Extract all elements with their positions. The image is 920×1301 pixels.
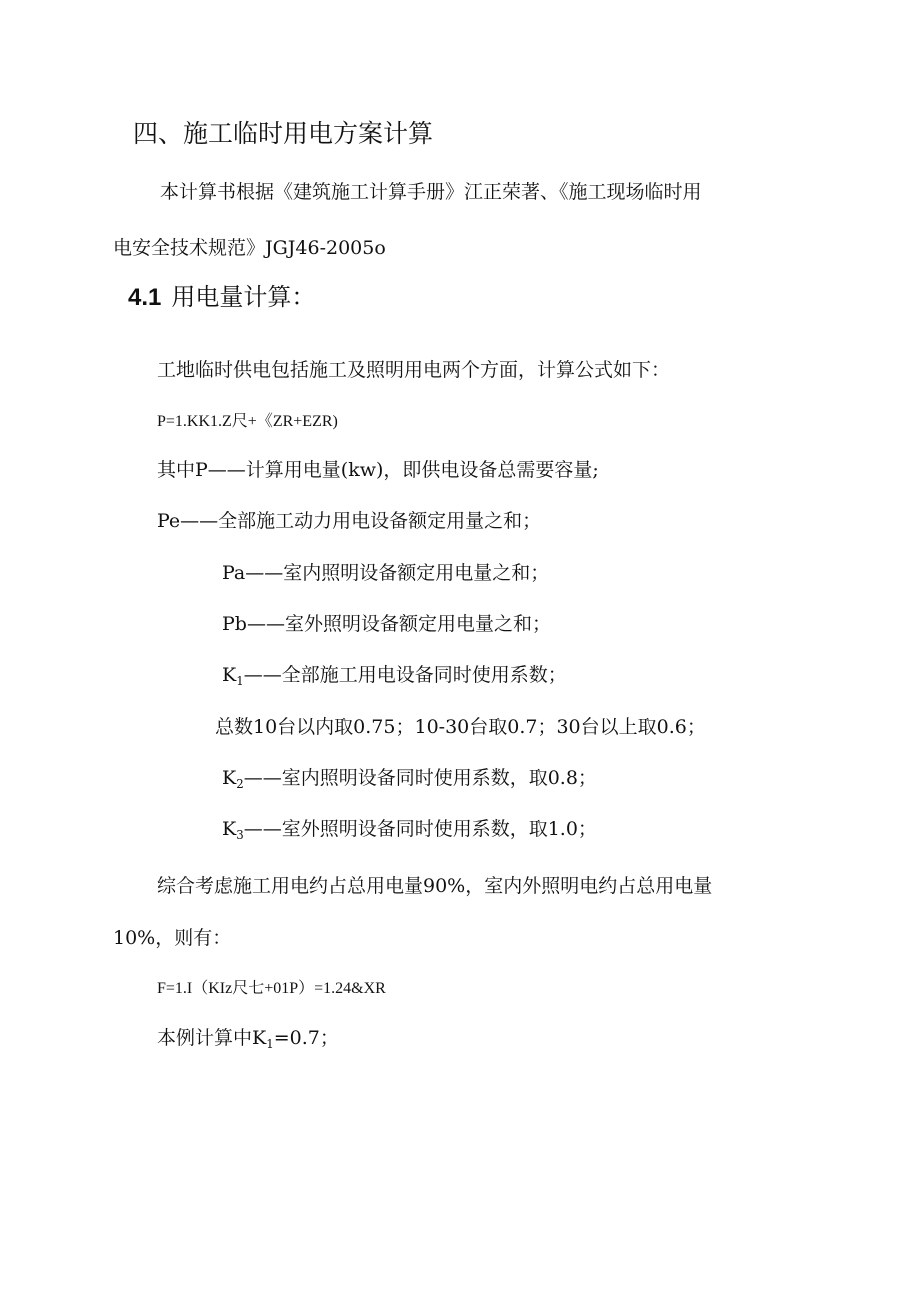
k2-subscript: 2: [236, 777, 244, 792]
formula-power: P=1.KK1.Z尺+《ZR+EZR): [157, 413, 338, 430]
definition-pb: Pb——室外照明设备额定用电量之和；: [222, 613, 551, 635]
definition-k3: [222, 818, 597, 843]
k3-subscript: 3: [236, 828, 244, 843]
definition-pa: Pa——室内照明设备额定用电量之和；: [222, 562, 550, 584]
example-suffix: =0.7；: [273, 1027, 339, 1049]
intro-line-2: 电安全技术规范》JGJ46-2005o: [113, 237, 386, 259]
example-k1: [157, 1027, 339, 1052]
k2-text: ——室内照明设备同时使用系数，取0.8；: [243, 767, 597, 789]
definition-p: 其中P——计算用电量(kw)，即供电设备总需要容量;: [157, 459, 599, 481]
definition-k2: [222, 767, 597, 792]
paragraph-supply-intro: 工地临时供电包括施工及照明用电两个方面，计算公式如下：: [157, 359, 671, 381]
example-prefix: 本例计算中K: [157, 1027, 267, 1049]
definition-pe: Pe——全部施工动力用电设备额定用量之和；: [157, 510, 542, 532]
section-heading: 四、施工临时用电方案计算: [133, 119, 434, 148]
k1-subscript: 1: [236, 674, 244, 689]
k3-symbol: K: [222, 818, 237, 840]
subsection-title: 用电量计算：: [171, 283, 316, 311]
subsection-number: 4.1: [128, 284, 162, 311]
k3-text: ——室外照明设备同时使用系数，取1.0；: [243, 818, 597, 840]
k1-symbol: K: [222, 664, 237, 686]
k2-symbol: K: [222, 767, 237, 789]
paragraph-usage-line-2: 10%，则有：: [113, 927, 232, 949]
k1-text: ——全部施工用电设备同时使用系数；: [243, 664, 567, 686]
intro-line-1: 本计算书根据《建筑施工计算手册》江正荣著、《施工现场临时用: [160, 181, 702, 203]
subsection-heading: [128, 285, 315, 310]
example-subscript: 1: [266, 1037, 274, 1052]
definition-k1: [222, 664, 567, 689]
k1-values: 总数10台以内取0.75；10-30台取0.7；30台以上取0.6；: [215, 716, 706, 738]
formula-total: F=1.I（KIz尺七+01P）=1.24&XR: [157, 980, 386, 997]
paragraph-usage-line-1: 综合考虑施工用电约占总用电量90%，室内外照明电约占总用电量: [157, 875, 713, 897]
